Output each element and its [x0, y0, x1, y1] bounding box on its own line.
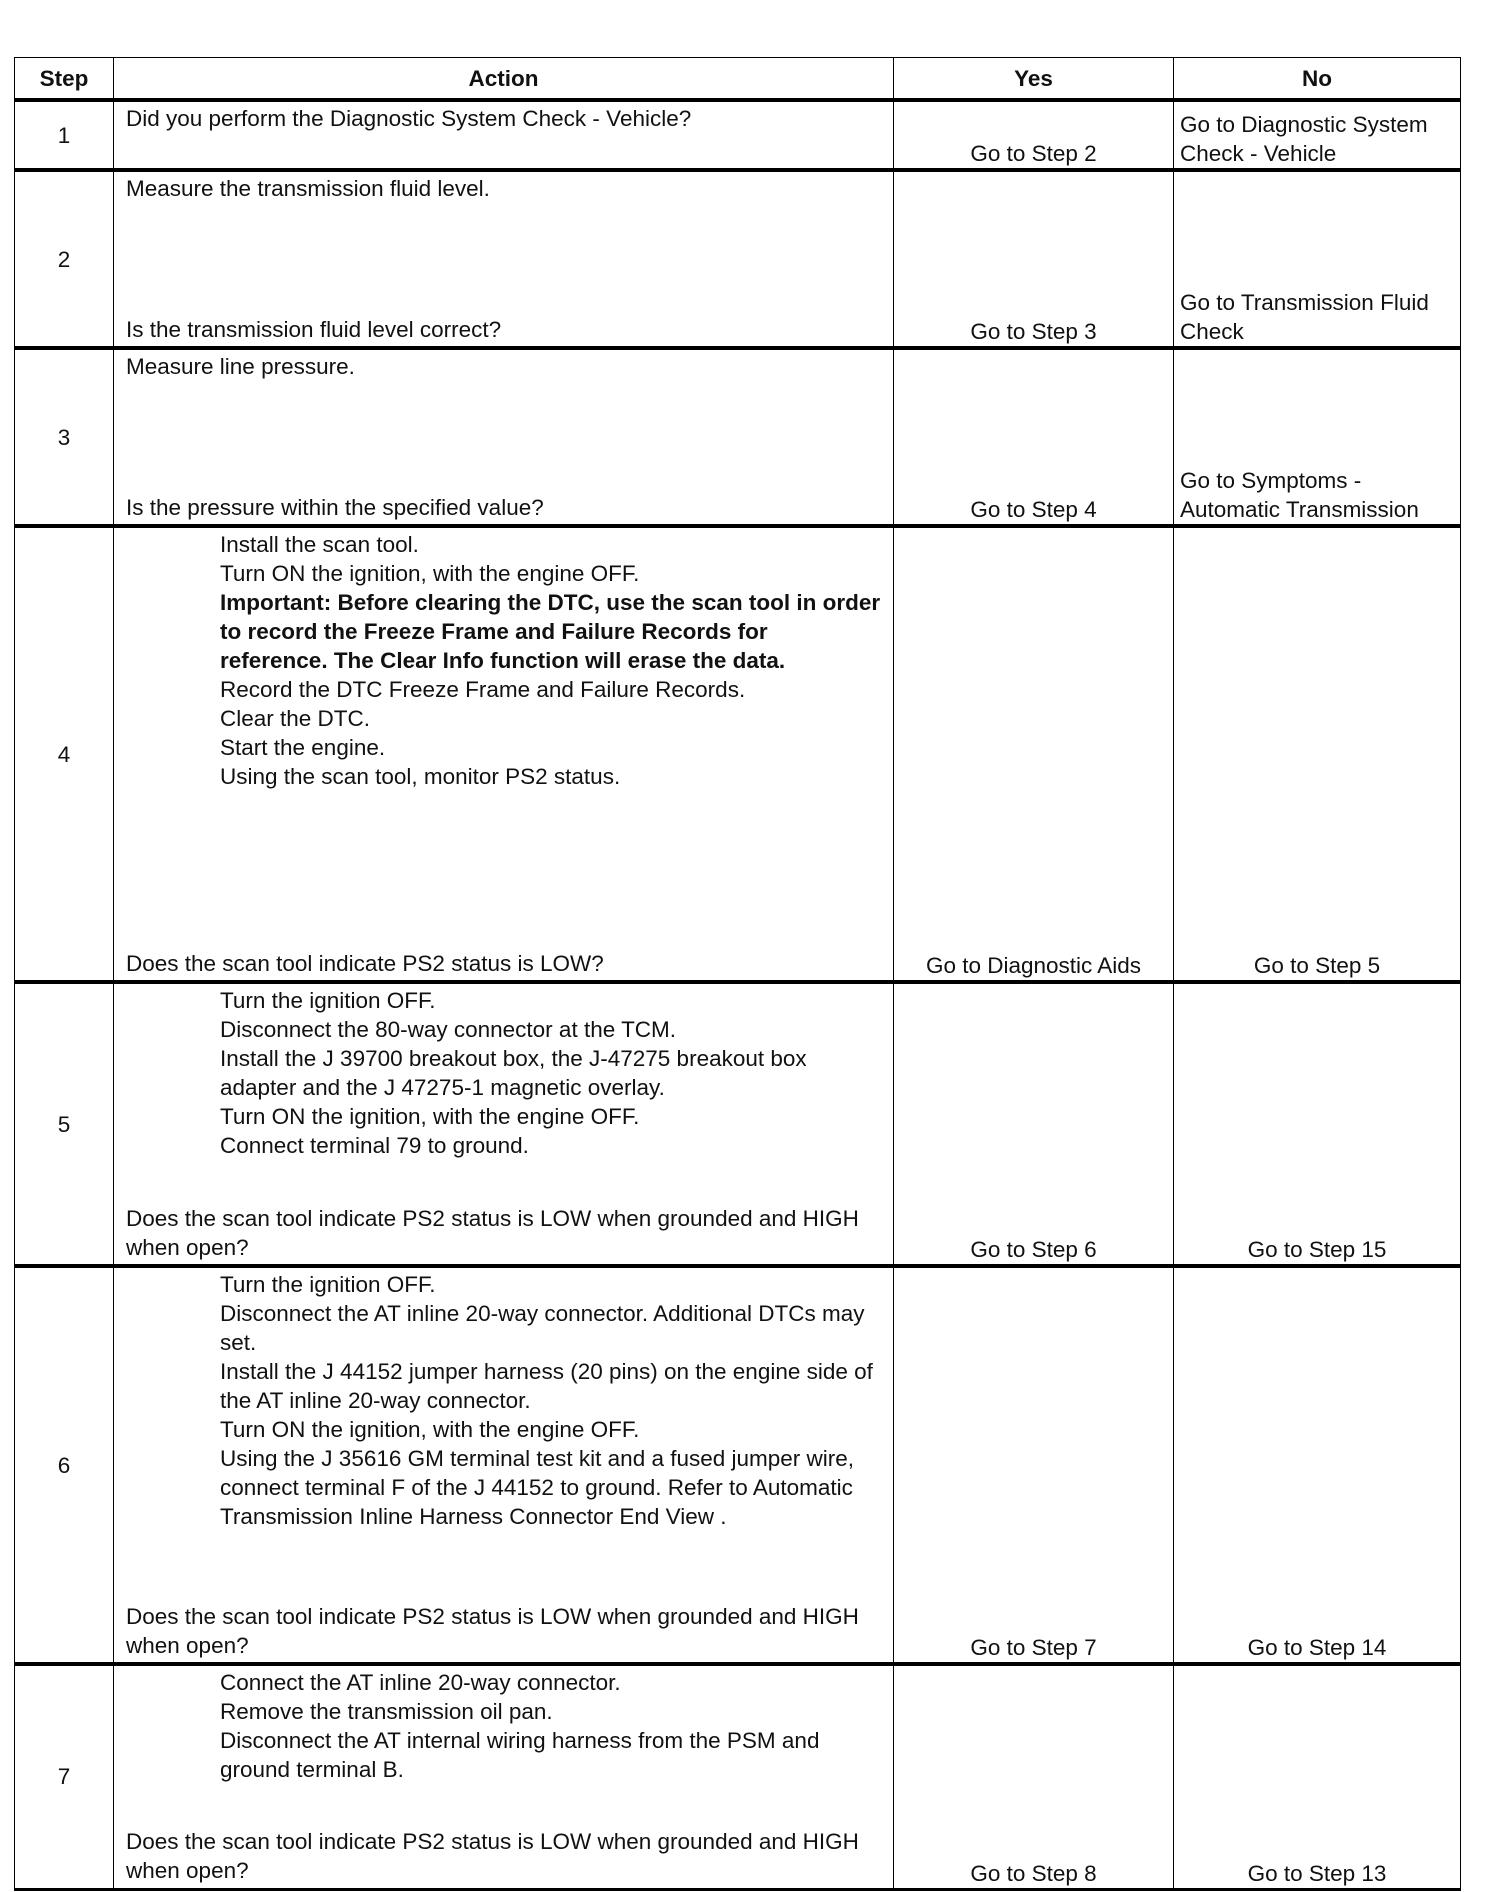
action-cell	[114, 1266, 894, 1664]
table-row	[15, 1664, 1461, 1889]
header-action: Action	[114, 58, 894, 101]
substep: Start the engine.	[220, 735, 386, 760]
action-question: Does the scan tool indicate PS2 status is LOW when grounded and HIGH when open?	[126, 1604, 859, 1658]
substep-list	[120, 1268, 887, 1531]
substep: Turn ON the ignition, with the engine OFF.	[220, 1417, 640, 1442]
step-number: 3	[15, 348, 114, 526]
table-row	[15, 526, 1461, 982]
table-row	[15, 1266, 1461, 1664]
substep: Connect terminal 79 to ground.	[220, 1133, 529, 1158]
substep: Disconnect the AT internal wiring harness from the PSM and ground terminal B.	[220, 1728, 820, 1782]
yes-result: Go to Step 3	[894, 170, 1174, 348]
header-no: No	[1174, 58, 1461, 101]
action-question: Does the scan tool indicate PS2 status is LOW when grounded and HIGH when open?	[126, 1829, 859, 1883]
substep: Turn the ignition OFF.	[220, 1272, 436, 1297]
substep: Install the scan tool.	[220, 532, 419, 557]
header-step: Step	[15, 58, 114, 101]
substep-list	[120, 528, 887, 791]
substep: Disconnect the AT inline 20-way connector. Additional DTCs may set.	[220, 1301, 865, 1355]
action-cell	[114, 982, 894, 1266]
no-result: Go to Diagnostic System Check - Vehicle	[1174, 100, 1461, 170]
action-question: Is the transmission fluid level correct?	[126, 317, 502, 342]
yes-result: Go to Step 2	[894, 100, 1174, 170]
substep-list	[120, 1666, 887, 1784]
substep: Install the J 44152 jumper harness (20 pins) on the engine side of the AT inline 20-way connector.	[220, 1359, 873, 1413]
action-cell	[114, 170, 894, 348]
no-result: Go to Step 5	[1174, 526, 1461, 982]
substep: Disconnect the 80-way connector at the TCM.	[220, 1017, 677, 1042]
action-intro: Measure line pressure.	[126, 354, 355, 379]
action-intro: Measure the transmission fluid level.	[126, 176, 490, 201]
step-number: 5	[15, 982, 114, 1266]
no-result: Go to Symptoms - Automatic Transmission	[1174, 348, 1461, 526]
header-row	[15, 58, 1461, 101]
action-cell	[114, 526, 894, 982]
header-yes: Yes	[894, 58, 1174, 101]
step-number: 4	[15, 526, 114, 982]
yes-result: Go to Step 4	[894, 348, 1174, 526]
step-number: 1	[15, 100, 114, 170]
yes-result: Go to Step 7	[894, 1266, 1174, 1664]
action-question: Does the scan tool indicate PS2 status is LOW when grounded and HIGH when open?	[126, 1206, 859, 1260]
action-question: Did you perform the Diagnostic System Check - Vehicle?	[126, 106, 692, 131]
no-result: Go to Step 14	[1174, 1266, 1461, 1664]
action-question: Is the pressure within the specified value?	[126, 495, 544, 520]
no-result: Go to Transmission Fluid Check	[1174, 170, 1461, 348]
action-question: Does the scan tool indicate PS2 status is LOW?	[126, 951, 604, 976]
action-cell	[114, 1664, 894, 1889]
step-number: 7	[15, 1664, 114, 1889]
table-row	[15, 170, 1461, 348]
substep-list	[120, 984, 887, 1160]
substep: Connect the AT inline 20-way connector.	[220, 1670, 621, 1695]
table-row	[15, 100, 1461, 170]
substep: Record the DTC Freeze Frame and Failure Records.	[220, 677, 746, 702]
yes-result: Go to Step 8	[894, 1664, 1174, 1889]
no-result: Go to Step 15	[1174, 982, 1461, 1266]
substep: Using the scan tool, monitor PS2 status.	[220, 764, 621, 789]
table-row	[15, 982, 1461, 1266]
yes-result: Go to Diagnostic Aids	[894, 526, 1174, 982]
table-row	[15, 348, 1461, 526]
important-note: Important: Before clearing the DTC, use the scan tool in order to record the Freeze Frame and Failure Records for reference. The Clear Info function will erase the data.	[220, 590, 881, 673]
no-result: Go to Step 13	[1174, 1664, 1461, 1889]
substep: Install the J 39700 breakout box, the J-47275 breakout box adapter and the J 47275-1 magnetic overlay.	[220, 1046, 807, 1100]
yes-result: Go to Step 6	[894, 982, 1174, 1266]
diagnostic-table	[14, 57, 1461, 1891]
substep: Clear the DTC.	[220, 706, 371, 731]
substep: Turn ON the ignition, with the engine OFF.	[220, 1104, 640, 1129]
substep: Using the J 35616 GM terminal test kit and a fused jumper wire, connect terminal F of the J 44152 to ground. Refer to Automatic Transmission Inline Harness Connector End View .	[220, 1446, 855, 1529]
substep: Turn the ignition OFF.	[220, 988, 436, 1013]
diagnostic-table-page	[14, 57, 1460, 1891]
action-cell	[114, 100, 894, 170]
step-number: 6	[15, 1266, 114, 1664]
substep: Remove the transmission oil pan.	[220, 1699, 553, 1724]
substep: Turn ON the ignition, with the engine OFF.	[220, 561, 640, 586]
step-number: 2	[15, 170, 114, 348]
action-cell	[114, 348, 894, 526]
